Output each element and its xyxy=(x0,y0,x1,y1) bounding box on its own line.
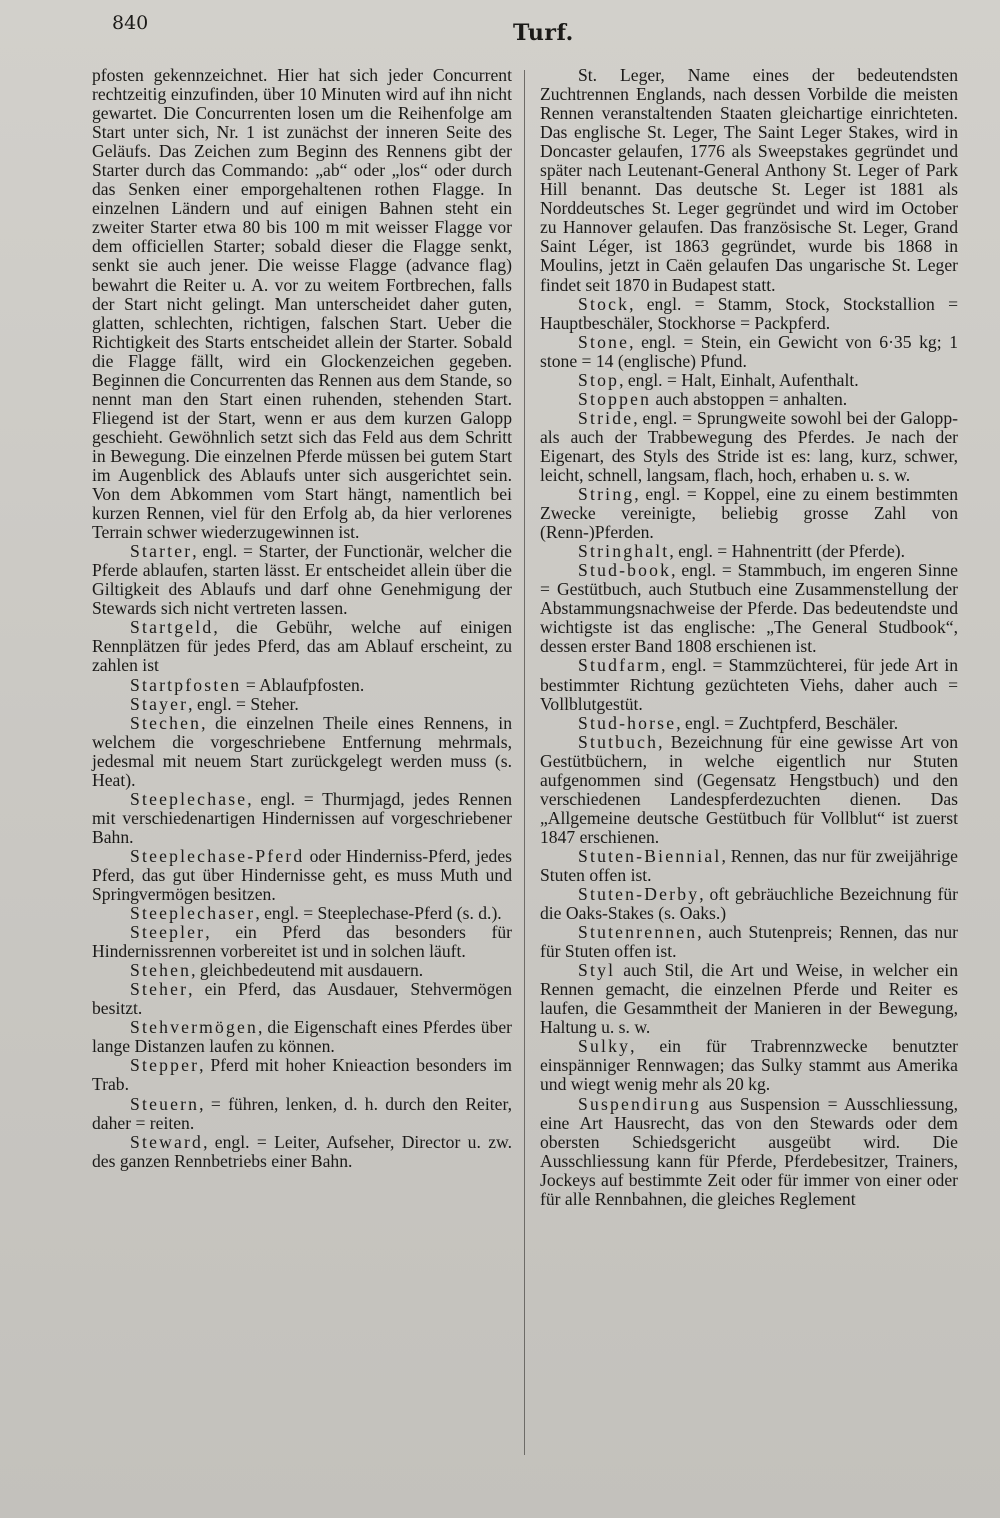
entry-text: auch Stil, die Art und Weise, in welcher ein Rennen gemacht, die einzelnen Pferde und Reiter es laufen, die Gesammtheit der Manieren in der Bewegung, Haltung u. s. w. xyxy=(540,960,958,1038)
entry-text: aus Suspension = Ausschliessung, eine Art Hausrecht, das von den Stewards oder dem obersten Schiedsgericht ausgeübt wird. Die Ausschliessung kann für Pferde, Pferdebesitzer, Trainers, Jockeys auf bestimmte Zeit oder für immer von einer oder für alle Rennbahnen, die gleiches Reglement xyxy=(540,1093,958,1209)
entry-text: , engl. = Thurmjagd, jedes Rennen mit verschiedenartigen Hindernissen auf vorgeschriebener Bahn. xyxy=(92,788,512,847)
entry xyxy=(92,790,512,847)
entry-headword: Steher xyxy=(130,979,189,1000)
entry xyxy=(540,1095,958,1209)
entry-headword: Steward xyxy=(130,1131,204,1152)
entry-text: , engl. = Stein, ein Gewicht von 6·35 kg; 1 stone = 14 (englische) Pfund. xyxy=(540,331,958,371)
entry-headword: Stutbuch xyxy=(578,731,659,752)
entry xyxy=(92,1056,512,1094)
entry-headword: Stutenrennen xyxy=(578,922,698,943)
entry xyxy=(92,961,512,980)
entry-text: , die Eigenschaft eines Pferdes über lange Distanzen laufen zu können. xyxy=(92,1017,512,1057)
entry-text: , engl. = Steher. xyxy=(188,693,299,714)
entry-headword: String xyxy=(578,484,635,505)
entry xyxy=(540,923,958,961)
entry xyxy=(540,561,958,656)
entry-headword: Steeplechase-Pferd xyxy=(130,845,305,866)
entry-headword: Startgeld xyxy=(130,617,214,638)
left-column xyxy=(92,66,512,1171)
entry-text: auch abstoppen = anhalten. xyxy=(651,388,848,409)
entry-text: , auch Stutenpreis; Rennen, das nur für Stuten offen ist. xyxy=(540,922,958,962)
entry xyxy=(540,371,958,390)
entry xyxy=(92,676,512,695)
entry-headword: Steuern xyxy=(130,1093,200,1114)
entry xyxy=(540,485,958,542)
entry-text: , ein Pferd, das Ausdauer, Stehvermögen besitzt. xyxy=(92,979,512,1019)
entry xyxy=(92,714,512,790)
entry xyxy=(540,733,958,847)
entry xyxy=(540,961,958,1037)
entry-headword: Stepper xyxy=(130,1055,200,1076)
entry-text: , gleichbedeutend mit ausdauern. xyxy=(191,960,424,981)
entry xyxy=(92,1133,512,1171)
entry-text: , die einzelnen Theile eines Rennens, in welchem die vorgeschriebene Entfernung mehrmals, jedesmal mit neuem Start zurückgelegt werden muss (s. Heat). xyxy=(92,712,512,790)
entry-headword: Stringhalt xyxy=(578,541,670,562)
entry xyxy=(540,656,958,713)
entry-headword: Stuten-Biennial xyxy=(578,845,722,866)
entry-headword: Stoppen xyxy=(578,388,652,409)
entry-text: , engl. = Halt, Einhalt, Aufenthalt. xyxy=(619,369,859,390)
entry xyxy=(540,66,958,295)
entry xyxy=(540,542,958,561)
entry-headword: Stud-book xyxy=(578,560,672,581)
entry-headword: Stehen xyxy=(130,960,192,981)
entry-headword: Stayer xyxy=(130,693,189,714)
entry-text: , engl. = Sprungweite sowohl bei der Galopp- als auch der Trabbewegung des Pferdes. Je nach der Eigenart, des Styls des Stride ist es: lang, kurz, schwer, leicht, schnell, langsam, flach, hoch, erhaben u. s. w. xyxy=(540,407,958,485)
page-number: 840 xyxy=(112,12,149,34)
entry-headword: Stud-horse xyxy=(578,712,677,733)
entry-headword: Studfarm xyxy=(578,655,662,676)
running-head: Turf. xyxy=(513,20,574,46)
entry xyxy=(540,847,958,885)
entry xyxy=(92,1018,512,1056)
entry-headword: Stride xyxy=(578,407,634,428)
entry xyxy=(540,409,958,485)
entry-headword: Steepler xyxy=(130,922,206,943)
entry-headword: Startpfosten xyxy=(130,674,242,695)
entry xyxy=(540,714,958,733)
right-column xyxy=(540,66,958,1209)
entry-text: , ein für Trabrennzwecke benutzter einspänniger Rennwagen; das Sulky stammt aus Amerika und wiegt wenig mehr als 20 kg. xyxy=(540,1036,958,1095)
entry-headword: Steeplechaser xyxy=(130,903,256,924)
entry-text: , Pferd mit hoher Knieaction besonders im Trab. xyxy=(92,1055,512,1095)
entry-headword: Stechen xyxy=(130,712,202,733)
entry xyxy=(92,847,512,904)
entry-text: oder Hinderniss-Pferd, jedes Pferd, das gut über Hindernisse geht, es muss Muth und Springvermögen besitzen. xyxy=(92,845,512,905)
entry xyxy=(540,295,958,333)
entry-text: , Bezeichnung für eine gewisse Art von Gestütbüchern, in welche eigentlich nur Stuten aufgenommen sind (Gegensatz Hengstbuch) und den verschiedenen Landespferdezuchten dienen. Das „Allgemeine deutsche Gestütbuch für Vollblut“ ist zuerst 1847 erschienen. xyxy=(540,731,958,847)
entry xyxy=(92,904,512,923)
entry-headword: Steeplechase xyxy=(130,788,248,809)
entry-text: pfosten gekennzeichnet. Hier hat sich jeder Concurrent rechtzeitig einzufinden, über 10 Minuten wird auf ihn nicht gewartet. Die Concurrenten losen um die Reihenfolge am Start unter sich, Nr. 1 ist zunächst der inneren Seite des Geläufs. Das Zeichen zum Beginn des Rennens gibt der Starter durch das Commando: „ab“ oder „los“ oder durch das Senken einer emporgehaltenen rothen Flagge. In einzelnen Ländern und auf einigen Bahnen steht ein zweiter Starter etwa 80 bis 100 m mit weisser Flagge vor dem officiellen Starter; sobald dieser die Flagge senkt, senkt sie auch jener. Die weisse Flagge (advance flag) bewahrt die Reiter u. A. vor zu weitem Fortbrechen, falls der Start nicht gelingt. Man unterscheidet daher guten, glatten, schlechten, richtigen, falschen Start. Ueber die Richtigkeit des Starts entscheidet allein der Starter. Sobald die Flagge fällt, wird ein Glockenzeichen gegeben. Beginnen die Concurrenten das Rennen aus dem Stande, so nennt man den Start einen ruhenden, stehenden Start. Fliegend ist der Start, wenn er aus dem kurzen Galopp geschieht. Gewöhnlich setzt sich das Feld aus dem Schritt in Bewegung. Die einzelnen Pferde müssen bei gutem Start im Augenblick des Ablaufs unter sich ausgerichtet sein. Von dem Abkommen vom Start hängt, namentlich bei kurzen Rennen, viel für den Erfolg ab, da hier verlorenes Terrain schwer wiederzugewinnen ist. xyxy=(92,65,512,543)
entry-text: = Ablaufpfosten. xyxy=(241,674,365,695)
entry-text: , engl. = Koppel, eine zu einem bestimmten Zwecke vereinigte, beliebig grosse Zahl von (Renn-)Pferden. xyxy=(540,484,958,543)
entry xyxy=(540,885,958,923)
entry xyxy=(540,333,958,371)
entry-headword: Sulky xyxy=(578,1036,631,1057)
entry xyxy=(92,542,512,618)
entry xyxy=(92,695,512,714)
entry-text: , oft gebräuchliche Bezeichnung für die Oaks-Stakes (s. Oaks.) xyxy=(540,884,958,924)
entry-headword: Starter xyxy=(130,541,193,562)
entry xyxy=(92,980,512,1018)
entry xyxy=(92,1095,512,1133)
entry-headword: Suspendirung xyxy=(578,1093,702,1114)
entry-text: , engl. = Zuchtpferd, Beschäler. xyxy=(676,712,899,733)
entry-headword: Stop xyxy=(578,369,620,390)
entry-text: , engl. = Starter, der Functionär, welcher die Pferde ablaufen, starten lässt. Er entscheidet allein über die Giltigkeit des Ablaufs und darf ohne Genehmigung der Stewards sich nicht vertreten lassen. xyxy=(92,541,512,619)
entry-text: , engl. = Leiter, Aufseher, Director u. zw. des ganzen Rennbetriebs einer Bahn. xyxy=(92,1131,512,1171)
entry-text: , engl. = Steeplechase-Pferd (s. d.). xyxy=(255,903,502,924)
entry xyxy=(540,1037,958,1094)
entry-headword: Styl xyxy=(578,960,616,981)
entry-text: , Rennen, das nur für zweijährige Stuten offen ist. xyxy=(540,845,958,885)
entry xyxy=(92,618,512,675)
entry-text: St. Leger, Name eines der bedeutendsten Zuchtrennen Englands, nach dessen Vorbilde die meisten Rennen veranstaltenden Staaten gleichartige einrichteten. Das englische St. Leger, The Saint Leger Stakes, wird in Doncaster gelaufen, 1776 als Sweepstakes gegründet und später nach Leutenant-General Anthony St. Leger of Park Hill benannt. Das deutsche St. Leger ist 1881 als Norddeutsches St. Leger gegründet und wird im October zu Hannover gelaufen. Das französische St. Leger, Grand Saint Léger, ist 1863 gegründet, wurde bis 1868 in Moulins, jetzt in Caën gelaufen Das ungarische St. Leger findet seit 1870 in Budapest statt. xyxy=(540,65,958,295)
entry-text: , = führen, lenken, d. h. durch den Reiter, daher = reiten. xyxy=(92,1093,512,1133)
entry-text: , die Gebühr, welche auf einigen Rennplätzen für jedes Pferd, das am Ablauf erscheint, zu zahlen ist xyxy=(92,617,512,676)
entry-text: , engl. = Stammbuch, im engeren Sinne = Gestütbuch, auch Stutbuch eine Zusammenstellung der Abstammungsnachweise der Pferde. Das bedeutendste und wichtigste ist das englische: „The General Studbook“, dessen erster Band 1808 erschienen ist. xyxy=(540,560,958,657)
entry-text: , engl. = Stamm, Stock, Stockstallion = Hauptbeschäler, Stockhorse = Packpferd. xyxy=(540,293,958,333)
entry-text: , ein Pferd das besonders für Hindernissrennen vorbereitet ist und in solchen läuft. xyxy=(92,922,512,962)
entry-continuation xyxy=(92,66,512,542)
entry-text: , engl. = Stammzüchterei, für jede Art in bestimmter Richtung gezüchteten Viehs, daher auch = Vollblutgestüt. xyxy=(540,655,958,714)
entry-headword: Stuten-Derby xyxy=(578,884,700,905)
entry-headword: Stone xyxy=(578,331,630,352)
entry xyxy=(540,390,958,409)
entry xyxy=(92,923,512,961)
entry-headword: Stock xyxy=(578,293,630,314)
entry-text: , engl. = Hahnentritt (der Pferde). xyxy=(669,541,906,562)
entry-headword: Stehvermögen xyxy=(130,1017,259,1038)
column-divider xyxy=(524,70,525,1455)
